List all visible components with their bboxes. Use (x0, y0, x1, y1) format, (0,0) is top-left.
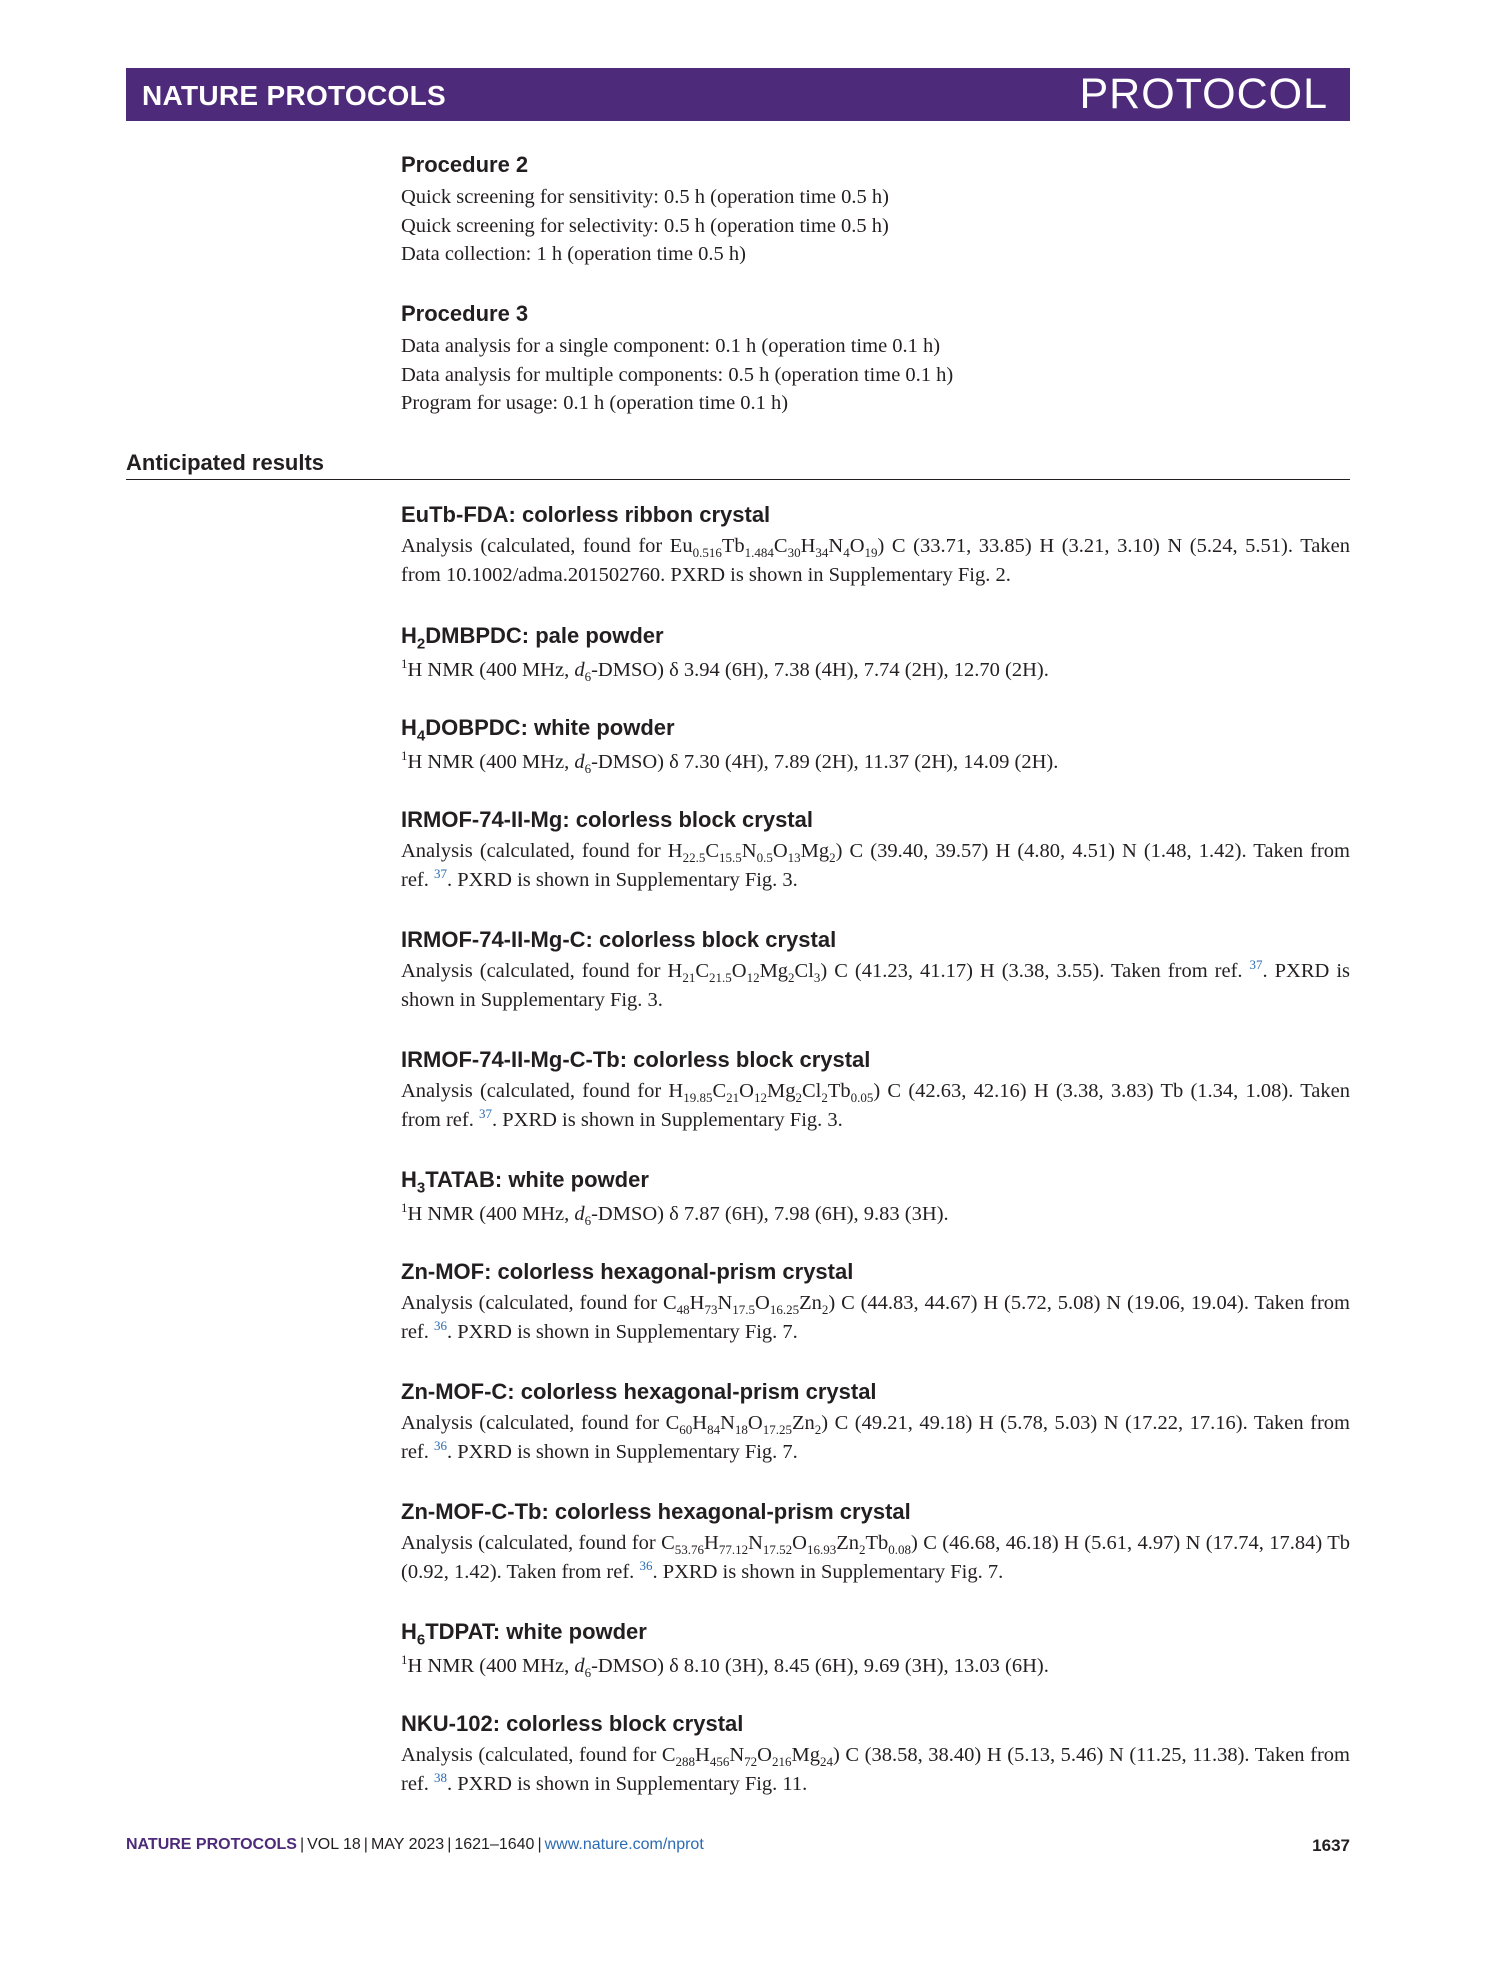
reference-link[interactable]: 38 (434, 1770, 448, 1786)
subscript: 6 (584, 1213, 592, 1229)
result-entry (401, 623, 1350, 685)
subscript: 21.5 (709, 970, 732, 986)
subscript: 34 (815, 545, 829, 561)
reference-link[interactable]: 36 (434, 1318, 448, 1334)
subscript: 6 (584, 669, 592, 685)
result-entry (401, 1499, 1350, 1587)
subscript: 22.5 (682, 850, 706, 866)
procedure-3-title: Procedure 3 (401, 301, 529, 326)
subscript: 2 (821, 1090, 828, 1106)
subscript: 0.516 (692, 545, 722, 561)
subscript: 19.85 (683, 1090, 713, 1106)
subscript: 16.93 (806, 1542, 837, 1558)
subscript: 17.5 (732, 1302, 756, 1318)
procedure-line: Data analysis for multiple components: 0.5 h (operation time 0.1 h) (401, 363, 954, 386)
italic-text: d (574, 1655, 585, 1678)
subscript: 2 (829, 850, 836, 866)
procedure-2-title: Procedure 2 (401, 152, 529, 177)
reference-link[interactable]: 37 (434, 866, 448, 882)
reference-link[interactable]: 37 (1249, 957, 1263, 973)
result-entry (401, 1619, 1350, 1681)
subscript: 48 (676, 1302, 690, 1318)
entry-title: $H_3TATAB$: white powder (401, 1167, 649, 1197)
subscript: 3 (813, 970, 821, 986)
reference-link[interactable]: 36 (434, 1438, 448, 1454)
entry-text: Analysis (calculated, found for $C_{53.76}H_{77.12}N_{17.52}O_{16.93}Zn_2Tb_{0.08}$) C (46.68, 46.18) H (5.61, 4.97) N (17.74, 17.84) Tb (0.92, 1.42). Taken from ref. $^{36}$. PXRD is shown in Supplementary Fig. 7. (401, 1532, 1350, 1583)
superscript: 1 (401, 1652, 408, 1668)
result-entry (401, 502, 1350, 590)
procedure-line: Quick screening for selectivity: 0.5 h (operation time 0.5 h) (401, 214, 889, 237)
procedure-line: Quick screening for sensitivity: 0.5 h (operation time 0.5 h) (401, 186, 889, 208)
result-entry (401, 715, 1350, 777)
entry-text: $^1$H NMR (400 MHz, $d_6-DMSO$) δ 7.30 (4H), 7.89 (2H), 11.37 (2H), 14.09 (2H). (401, 748, 1059, 777)
entry-text: Analysis (calculated, found for $H_{19.85}C_{21}O_{12}Mg_2Cl_2Tb_{0.05}$) C (42.63, 42.16) H (3.38, 3.83) Tb (1.34, 1.08). Taken from ref. $^{37}$. PXRD is shown in Supplementary Fig. 3. (401, 1080, 1350, 1131)
entry-text: $^1$H NMR (400 MHz, $d_6-DMSO$) δ 3.94 (6H), 7.38 (4H), 7.74 (2H), 12.70 (2H). (401, 656, 1049, 685)
procedure-line: Data collection: 1 h (operation time 0.5 h) (401, 243, 746, 265)
result-entry (401, 807, 1350, 895)
subscript: 6 (416, 1631, 426, 1649)
entry-title: $H_4DOBPDC$: white powder (401, 715, 675, 745)
entry-text: Analysis (calculated, found for $H_{22.5}C_{15.5}N_{0.5}O_{13}Mg_2$) C (39.40, 39.57) H (4.80, 4.51) N (1.48, 1.42). Taken from ref. $^{37}$. PXRD is shown in Supplementary Fig. 3. (401, 840, 1350, 891)
procedure-line: Program for usage: 0.1 h (operation time 0.1 h) (401, 392, 789, 414)
subscript: 3 (416, 1179, 426, 1197)
subscript: 2 (858, 1542, 866, 1558)
subscript: 2 (814, 1422, 822, 1438)
entry-text: Analysis (calculated, found for $C_{60}H_{84}N_{18}O_{17.25}Zn_2$) C (49.21, 49.18) H (5.78, 5.03) N (17.22, 17.16). Taken from ref. $^{36}$. PXRD is shown in Supplementary Fig. 7. (401, 1412, 1351, 1463)
subscript: 21 (726, 1090, 740, 1106)
result-entry (401, 1711, 1350, 1799)
result-entry (401, 1379, 1350, 1467)
entry-title: Zn-MOF-C-Tb: colorless hexagonal-prism crystal (401, 1499, 911, 1524)
subscript: 60 (679, 1422, 693, 1438)
subscript: 6 (584, 761, 592, 777)
subscript: 17.25 (762, 1422, 792, 1438)
subscript: 24 (819, 1754, 833, 1770)
subscript: 12 (753, 1090, 767, 1106)
subscript: 84 (707, 1422, 721, 1438)
entry-text: Analysis (calculated, found for $Eu_{0.516}Tb_{1.484}C_{30}H_{34}N_4O_{19}$) C (33.71, 33.85) H (3.21, 3.10) N (5.24, 5.51). Taken from 10.1002/adma.201502760. PXRD is shown in Supplementary Fig. 2. (401, 535, 1350, 586)
italic-text: d (574, 1203, 585, 1226)
subscript: 4 (416, 727, 426, 745)
footer-url-link[interactable]: www.nature.com/nprot (544, 1836, 704, 1853)
result-entry (401, 1167, 1350, 1229)
subscript: 2 (795, 1090, 802, 1106)
subscript: 53.76 (674, 1542, 704, 1558)
subscript: 0.08 (888, 1542, 911, 1558)
subscript: 2 (416, 635, 426, 653)
subscript: 15.5 (719, 850, 742, 866)
subscript: 18 (734, 1422, 748, 1438)
procedure-2-block (401, 152, 1351, 269)
subscript: 21 (682, 970, 696, 986)
journal-name: NATURE PROTOCOLS (142, 80, 446, 111)
reference-link[interactable]: 36 (639, 1558, 653, 1574)
subscript: 12 (746, 970, 760, 986)
page-footer: NATURE PROTOCOLS | VOL 18 | MAY 2023 | 1621–1640 | www.nature.com/nprot 1637 (126, 1836, 1350, 1855)
subscript: 4 (843, 545, 850, 561)
subscript: 2 (821, 1302, 829, 1318)
entry-title: IRMOF-74-II-Mg: colorless block crystal (401, 807, 813, 832)
footer-volume: VOL 18 (307, 1836, 361, 1853)
subscript: 1.484 (744, 545, 774, 561)
entry-title: IRMOF-74-II-Mg-C: colorless block crystal (401, 927, 837, 952)
entry-text: Analysis (calculated, found for $C_{48}H_{73}N_{17.5}O_{16.25}Zn_2$) C (44.83, 44.67) H (5.72, 5.08) N (19.06, 19.04). Taken from ref. $^{36}$. PXRD is shown in Supplementary Fig. 7. (401, 1292, 1350, 1343)
reference-link[interactable]: 37 (478, 1106, 492, 1122)
subscript: 13 (787, 850, 801, 866)
entry-title: NKU-102: colorless block crystal (401, 1711, 744, 1736)
result-entry (401, 1047, 1350, 1135)
subscript: 16.25 (769, 1302, 800, 1318)
article-type-label: PROTOCOL (1079, 70, 1328, 118)
section-divider (126, 479, 1350, 480)
superscript: 1 (401, 1200, 408, 1216)
entry-title: Zn-MOF-C: colorless hexagonal-prism crystal (401, 1379, 877, 1404)
subscript: 72 (744, 1754, 758, 1770)
entry-title: $H_6TDPAT$: white powder (401, 1619, 647, 1649)
footer-pages: 1621–1640 (454, 1836, 535, 1853)
page-number: 1637 (1312, 1836, 1350, 1855)
entry-title: Zn-MOF: colorless hexagonal-prism crystal (401, 1259, 854, 1284)
italic-text: d (574, 751, 585, 774)
procedure-line: Data analysis for a single component: 0.1 h (operation time 0.1 h) (401, 335, 941, 357)
footer-journal: NATURE PROTOCOLS (126, 1836, 297, 1853)
subscript: 73 (704, 1302, 718, 1318)
entry-title: $H_2DMBPDC$: pale powder (401, 623, 664, 653)
subscript: 216 (771, 1754, 792, 1770)
procedure-3-block (401, 301, 1351, 418)
entry-title: IRMOF-74-II-Mg-C-Tb: colorless block crystal (401, 1047, 871, 1072)
subscript: 17.52 (762, 1542, 793, 1558)
result-entry (401, 927, 1350, 1015)
subscript: 6 (584, 1665, 592, 1681)
entry-text: Analysis (calculated, found for $C_{288}H_{456}N_{72}O_{216}Mg_{24}$) C (38.58, 38.40) H (5.13, 5.46) N (11.25, 11.38). Taken from ref. $^{38}$. PXRD is shown in Supplementary Fig. 11. (401, 1744, 1350, 1795)
superscript: 1 (401, 748, 408, 764)
subscript: 2 (788, 970, 795, 986)
subscript: 0.5 (756, 850, 773, 866)
subscript: 456 (709, 1754, 730, 1770)
subscript: 288 (675, 1754, 696, 1770)
section-heading-anticipated-results: Anticipated results (126, 450, 325, 475)
footer-date: MAY 2023 (370, 1836, 445, 1853)
superscript: 1 (401, 656, 408, 672)
entry-title: EuTb-FDA: colorless ribbon crystal (401, 502, 771, 527)
subscript: 77.12 (718, 1542, 749, 1558)
subscript: 19 (864, 545, 878, 561)
result-entry (401, 1259, 1350, 1347)
entry-text: $^1$H NMR (400 MHz, $d_6-DMSO$) δ 8.10 (3H), 8.45 (6H), 9.69 (3H), 13.03 (6H). (401, 1652, 1049, 1681)
entry-text: Analysis (calculated, found for $H_{21}C_{21.5}O_{12}Mg_2Cl_3$) C (41.23, 41.17) H (3.38, 3.55). Taken from ref. $^{37}$. PXRD is shown in Supplementary Fig. 3. (401, 957, 1350, 1011)
italic-text: d (574, 659, 585, 682)
entry-text: $^1$H NMR (400 MHz, $d_6-DMSO$) δ 7.87 (6H), 7.98 (6H), 9.83 (3H). (401, 1200, 949, 1229)
subscript: 30 (787, 545, 801, 561)
subscript: 0.05 (850, 1090, 874, 1106)
journal-header-bar (126, 68, 1350, 121)
